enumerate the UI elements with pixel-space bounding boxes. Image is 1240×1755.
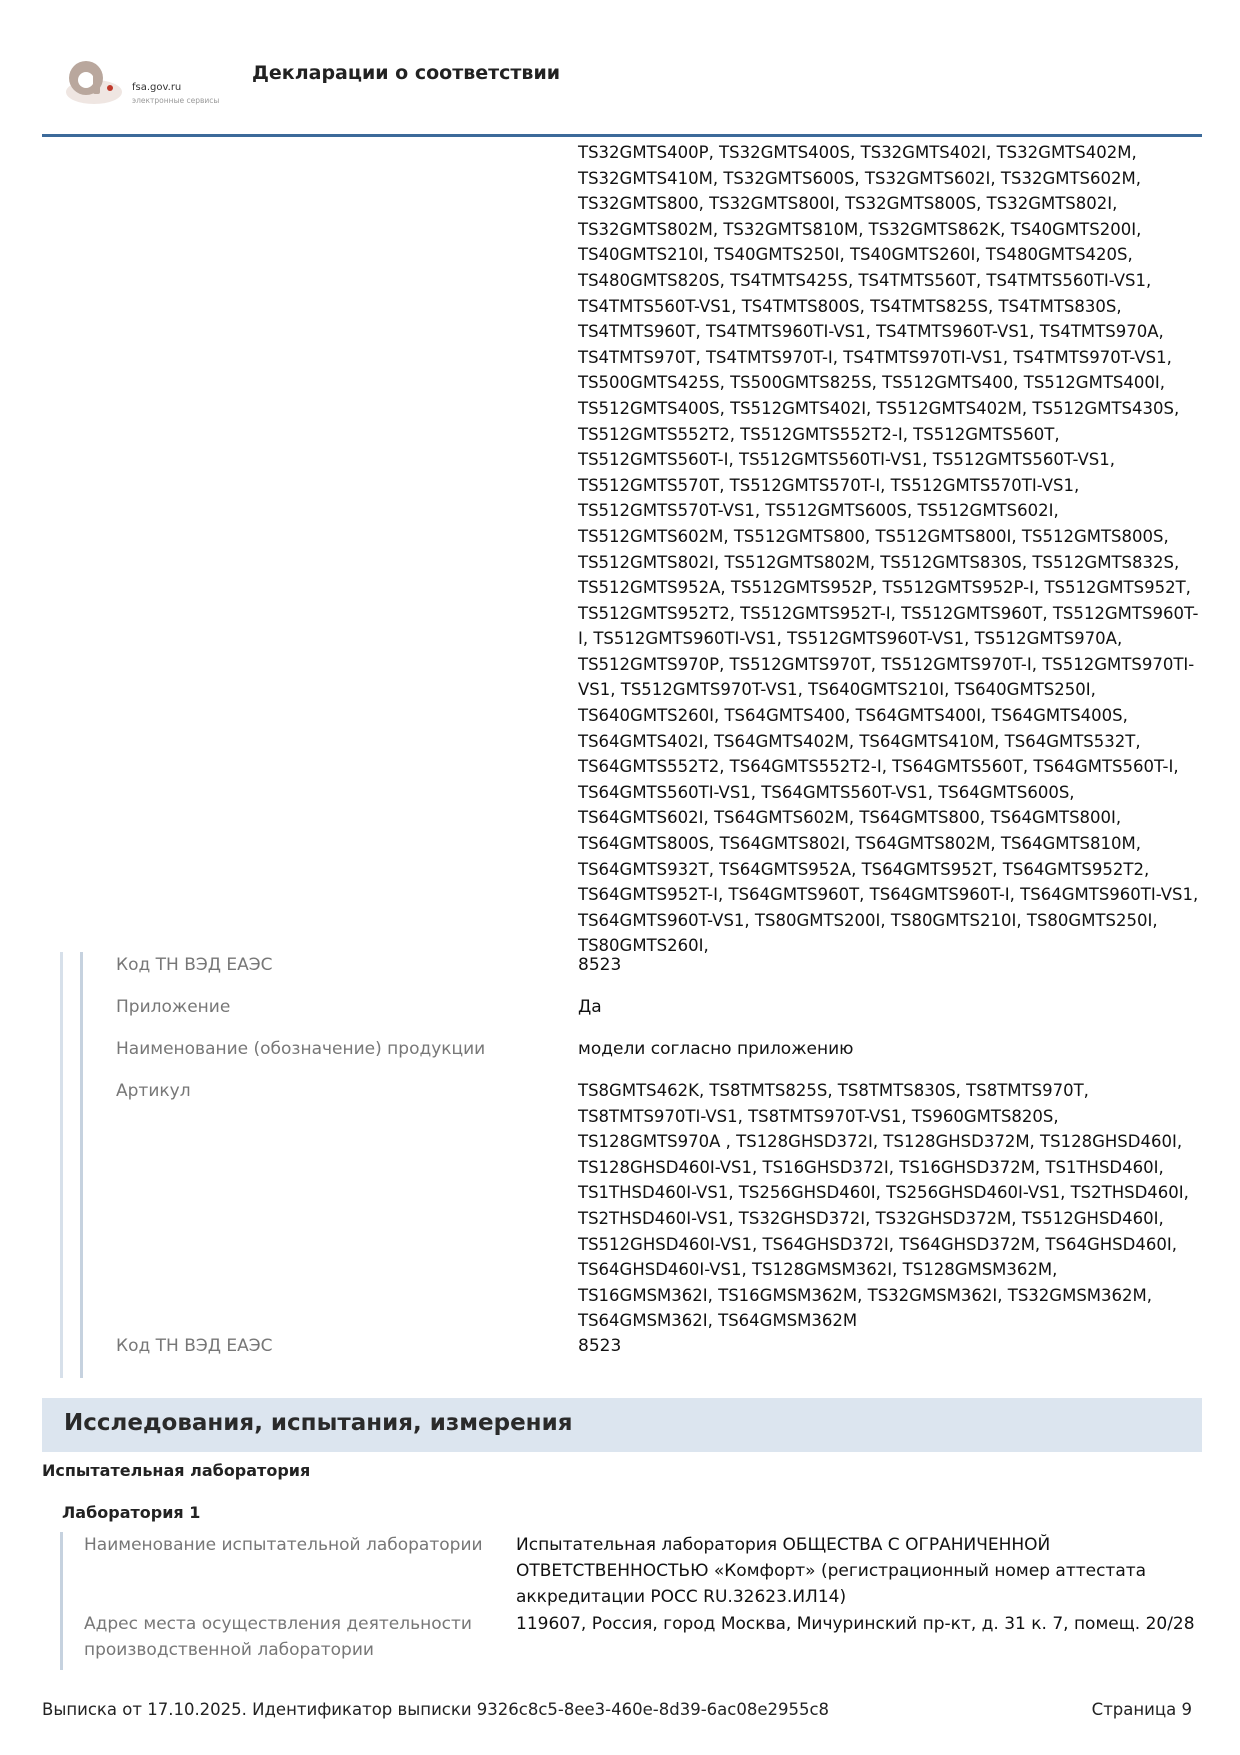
lab-heading: Испытательная лаборатория	[42, 1461, 311, 1480]
logo-site-text: fsa.gov.ru	[132, 82, 182, 93]
lab-address-label: Адрес места осуществления деятельности производственной лаборатории	[84, 1614, 472, 1660]
article-line: TS64GMSM362I, TS64GMSM362M	[578, 1311, 858, 1331]
model-list-line: TS512GMTS560T-I, TS512GMTS560TI-VS1, TS512GMTS560T-VS1,	[578, 450, 1115, 470]
row-group-bar-inner	[80, 952, 83, 1378]
article-line: TS64GHSD460I-VS1, TS128GMSM362I, TS128GMSM362M,	[578, 1260, 1058, 1280]
article-line: TS8GMTS462K, TS8TMTS825S, TS8TMTS830S, TS8TMTS970T,	[578, 1081, 1089, 1100]
model-list-line: TS512GMTS970P, TS512GMTS970T, TS512GMTS970T-I, TS512GMTS970TI-	[578, 654, 1195, 674]
article-line: TS1THSD460I-VS1, TS256GHSD460I, TS256GHSD460I-VS1, TS2THSD460I,	[578, 1183, 1189, 1203]
model-list-line: TS512GMTS952T2, TS512GMTS952T-I, TS512GMTS960T, TS512GMTS960T-	[578, 603, 1199, 623]
model-list-line: TS40GMTS210I, TS40GMTS250I, TS40GMTS260I, TS480GMTS420S,	[578, 245, 1133, 265]
hs-code-label-2: Код ТН ВЭД ЕАЭС	[116, 1336, 273, 1356]
article-line: TS128GMTS970A , TS128GHSD372I, TS128GHSD372M, TS128GHSD460I,	[578, 1132, 1183, 1152]
hs-code-value-2: 8523	[578, 1336, 622, 1356]
hs-code-value: 8523	[578, 955, 622, 975]
article-line: TS2THSD460I-VS1, TS32GHSD372I, TS32GHSD372M, TS512GHSD460I,	[578, 1208, 1164, 1228]
model-list-line: TS512GMTS570T, TS512GMTS570T-I, TS512GMTS570TI-VS1,	[578, 475, 1080, 495]
section-title: Исследования, испытания, измерения	[64, 1410, 573, 1436]
lab-name-label: Наименование испытательной лаборатории	[84, 1535, 483, 1555]
fsa-logo[interactable]	[60, 52, 260, 112]
lab-number-heading: Лаборатория 1	[62, 1503, 201, 1522]
article-line: TS16GMSM362I, TS16GMSM362M, TS32GMSM362I, TS32GMSM362M,	[578, 1285, 1153, 1305]
page-title: Декларации о соответствии	[252, 62, 561, 84]
model-list-line: TS4TMTS970T, TS4TMTS970T-I, TS4TMTS970TI-VS1, TS4TMTS970T-VS1,	[578, 347, 1172, 367]
model-list-line: I, TS512GMTS960TI-VS1, TS512GMTS960T-VS1, TS512GMTS970A,	[578, 629, 1123, 649]
appendix-label: Приложение	[116, 997, 231, 1017]
lab-group-bar	[60, 1532, 63, 1670]
article-line: TS512GHSD460I-VS1, TS64GHSD372I, TS64GHSD372M, TS64GHSD460I,	[578, 1234, 1177, 1254]
model-list-line: TS64GMTS952T-I, TS64GMTS960T, TS64GMTS960T-I, TS64GMTS960TI-VS1,	[578, 885, 1199, 905]
product-name-value: модели согласно приложению	[578, 1039, 854, 1059]
model-list-line: TS512GMTS802I, TS512GMTS802M, TS512GMTS830S, TS512GMTS832S,	[578, 552, 1180, 572]
model-list-line: TS512GMTS570T-VS1, TS512GMTS600S, TS512GMTS602I,	[578, 501, 1059, 521]
page-header	[42, 52, 1202, 138]
model-list-line: TS512GMTS552T2, TS512GMTS552T2-I, TS512GMTS560T,	[578, 424, 1060, 444]
model-list-line: TS500GMTS425S, TS500GMTS825S, TS512GMTS400, TS512GMTS400I,	[578, 373, 1165, 393]
section-header	[42, 1398, 1202, 1452]
model-list-line: TS64GMTS932T, TS64GMTS952A, TS64GMTS952T, TS64GMTS952T2,	[578, 859, 1150, 879]
model-list-line: TS32GMTS400P, TS32GMTS400S, TS32GMTS402I, TS32GMTS402M,	[578, 143, 1137, 162]
article-line: TS128GHSD460I-VS1, TS16GHSD372I, TS16GHSD372M, TS1THSD460I,	[578, 1157, 1164, 1177]
model-list-line: TS64GMTS960T-VS1, TS80GMTS200I, TS80GMTS210I, TS80GMTS250I,	[578, 910, 1158, 930]
row-group-bar-outer	[60, 952, 63, 1378]
model-list-line: TS32GMTS410M, TS32GMTS600S, TS32GMTS602I, TS32GMTS602M,	[578, 168, 1141, 188]
model-list-line: TS4TMTS560T-VS1, TS4TMTS800S, TS4TMTS825S, TS4TMTS830S,	[578, 296, 1122, 316]
article-line: TS8TMTS970TI-VS1, TS8TMTS970T-VS1, TS960GMTS820S,	[578, 1106, 1059, 1126]
extract-info: Выписка от 17.10.2025. Идентификатор выписки 9326c8c5-8ee3-460e-8d39-6ac08e2955c8	[42, 1700, 830, 1719]
lab-name-value: Испытательная лаборатория ОБЩЕСТВА С ОГРАНИЧЕННОЙ ОТВЕТСТВЕННОСТЬЮ «Комфорт» (регистрационный номер аттестата аккредитации РОСС RU.32623.ИЛ14)	[516, 1535, 1147, 1607]
model-list-line: TS64GMTS560TI-VS1, TS64GMTS560T-VS1, TS64GMTS600S,	[578, 782, 1075, 802]
logo-subtitle: электронные сервисы	[132, 96, 220, 105]
model-list-line: TS32GMTS800, TS32GMTS800I, TS32GMTS800S, TS32GMTS802I,	[578, 194, 1118, 214]
article-label: Артикул	[116, 1081, 191, 1101]
model-list-line: TS640GMTS260I, TS64GMTS400, TS64GMTS400I, TS64GMTS400S,	[578, 706, 1128, 726]
model-list-line: TS512GMTS602M, TS512GMTS800, TS512GMTS800I, TS512GMTS800S,	[578, 526, 1169, 546]
model-list-line: TS512GMTS952A, TS512GMTS952P, TS512GMTS952P-I, TS512GMTS952T,	[578, 578, 1191, 598]
model-list-line: VS1, TS512GMTS970T-VS1, TS640GMTS210I, TS640GMTS250I,	[578, 680, 1096, 700]
article-value	[578, 1078, 1228, 1334]
lab-address-value: 119607, Россия, город Москва, Мичуринский пр-кт, д. 31 к. 7, помещ. 20/28	[516, 1614, 1195, 1634]
appendix-value: Да	[578, 997, 602, 1017]
model-list-line: TS4TMTS960T, TS4TMTS960TI-VS1, TS4TMTS960T-VS1, TS4TMTS970A,	[578, 322, 1164, 342]
model-list-line: TS64GMTS800S, TS64GMTS802I, TS64GMTS802M, TS64GMTS810M,	[578, 834, 1141, 854]
page-footer	[42, 1700, 1202, 1719]
header-divider	[42, 134, 1202, 137]
model-list-line: TS80GMTS260I,	[578, 936, 709, 956]
model-list-line: TS512GMTS400S, TS512GMTS402I, TS512GMTS402M, TS512GMTS430S,	[578, 398, 1180, 418]
model-list-line: TS480GMTS820S, TS4TMTS425S, TS4TMTS560T, TS4TMTS560TI-VS1,	[578, 270, 1152, 290]
hs-code-label: Код ТН ВЭД ЕАЭС	[116, 955, 273, 975]
model-list-line: TS64GMTS402I, TS64GMTS402M, TS64GMTS410M, TS64GMTS532T,	[578, 731, 1141, 751]
model-list-line: TS64GMTS602I, TS64GMTS602M, TS64GMTS800, TS64GMTS800I,	[578, 808, 1122, 828]
model-list-continued	[578, 140, 1228, 959]
product-name-label: Наименование (обозначение) продукции	[116, 1039, 486, 1059]
model-list-line: TS64GMTS552T2, TS64GMTS552T2-I, TS64GMTS560T, TS64GMTS560T-I,	[578, 757, 1179, 777]
model-list-line: TS32GMTS802M, TS32GMTS810M, TS32GMTS862K, TS40GMTS200I,	[578, 219, 1142, 239]
page-number: Страница 9	[1091, 1700, 1192, 1719]
fsa-logo-icon	[60, 52, 124, 108]
